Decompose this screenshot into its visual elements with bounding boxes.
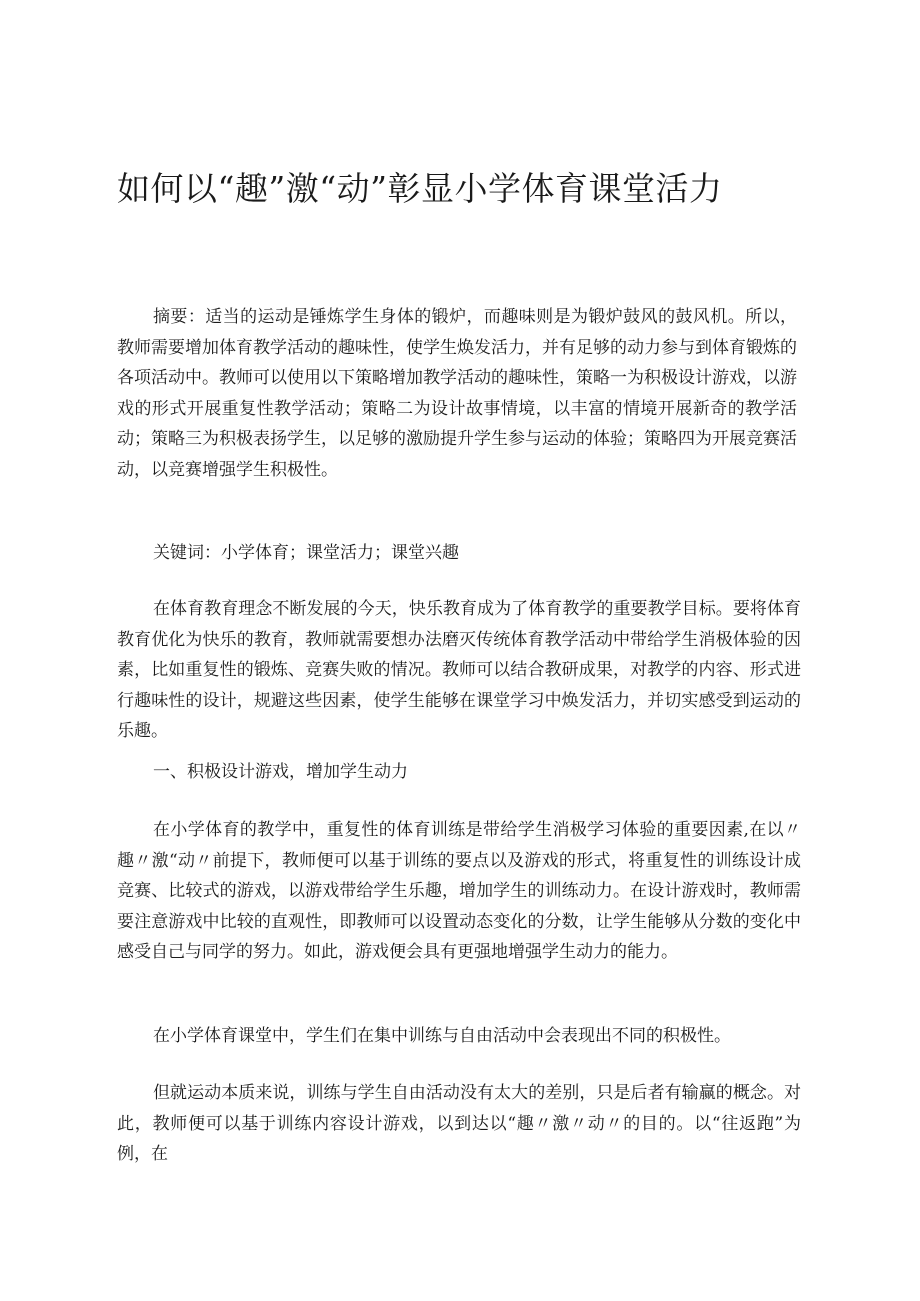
abstract-paragraph: 摘要：适当的运动是锤炼学生身体的锻炉，而趣味则是为锻炉鼓风的鼓风机。所以，教师需要增加体育教学活动的趣味性，使学生焕发活力，并有足够的动力参与到体育锻炼的各项活动中。教师可以使用以下策略增加教学活动的趣味性，策略一为积极设计游戏，以游戏的形式开展重复性教学活动；策略二为设计故事情境，以丰富的情境开展新奇的教学活动；策略三为积极表扬学生，以足够的激励提升学生参与运动的体验；策略四为开展竞赛活动，以竞赛增强学生积极性。 xyxy=(117,307,797,480)
intro-paragraph: 在体育教育理念不断发展的今天，快乐教育成为了体育教学的重要教学目标。要将体育教育优化为快乐的教育，教师就需要想办法磨灭传统体育教学活动中带给学生消极体验的因素，比如重复性的锻炼、竞赛失败的情况。教师可以结合教研成果，对教学的内容、形式进行趣味性的设计，规避这些因素，使学生能够在课堂学习中焕发活力，并切实感受到运动的乐趣。 xyxy=(117,599,801,741)
document-title: 如何以“趣”激“动”彰显小学体育课堂活力 xyxy=(117,169,723,208)
section-heading: 一、积极设计游戏，增加学生动力 xyxy=(153,762,408,782)
body-paragraph: 在小学体育课堂中，学生们在集中训练与自由活动中会表现出不同的积极性。 xyxy=(153,1026,731,1046)
body-paragraph: 在小学体育的教学中，重复性的体育训练是带给学生消极学习体验的重要因素,在以〃趣〃激“动〃前提下，教师便可以基于训练的要点以及游戏的形式，将重复性的训练设计成竞赛、比较式的游戏，以游戏带给学生乐趣，增加学生的训练动力。在设计游戏时，教师需要注意游戏中比较的直观性，即教师可以设置动态变化的分数，让学生能够从分数的变化中感受自己与同学的努力。如此，游戏便会具有更强地增强学生动力的能力。 xyxy=(117,820,801,962)
body-paragraph: 但就运动本质来说，训练与学生自由活动没有太大的差别，只是后者有输赢的概念。对此，教师便可以基于训练内容设计游戏，以到达以“趣〃激〃动〃的目的。以“往返跑”为例，在 xyxy=(117,1083,801,1164)
keywords-paragraph: 关键词：小学体育；课堂活力；课堂兴趣 xyxy=(153,543,459,563)
